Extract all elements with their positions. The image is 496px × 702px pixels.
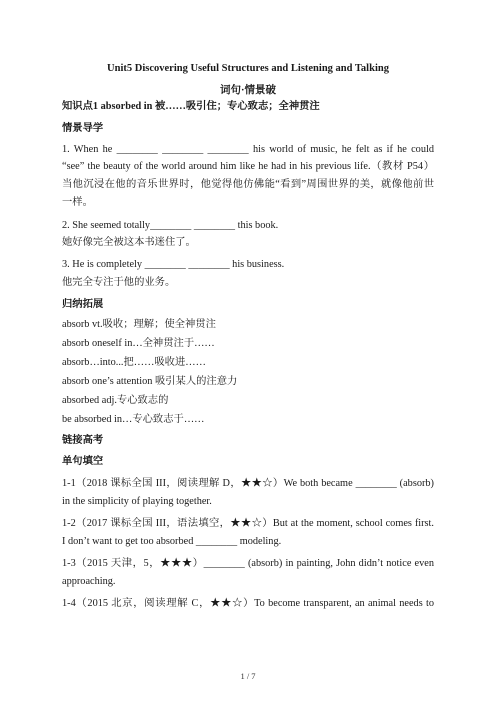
question-2-chinese: 她好像完全被这本书迷住了。	[62, 237, 196, 248]
exercise-1-2-line-1: 1-2（2017 课标全国 III，语法填空，★★☆）But at the moment, school comes first.	[62, 518, 434, 529]
summary-item: absorb oneself in…全神贯注于……	[62, 338, 215, 349]
exercise-1-3-line-1: 1-3（2015 天津，5，★★★）________ (absorb) in painting, John didn’t notice even	[62, 558, 434, 569]
summary-item: absorb…into...把……吸收进……	[62, 357, 206, 368]
summary-item: absorb vt.吸收；理解；使全神贯注	[62, 319, 216, 330]
summary-heading: 归纳拓展	[62, 299, 104, 310]
question-1-line-2: “see” the beauty of the world around him like he had in his previous life.（教材 P54）	[62, 161, 434, 172]
exercise-1-4-line-1: 1-4（2015 北京，阅读理解 C，★★☆）To become transparent, an animal needs to	[62, 598, 434, 609]
exercise-1-1-line-1: 1-1（2018 课标全国 III，阅读理解 D，★★☆）We both became ________ (absorb)	[62, 478, 434, 489]
document-subtitle: 词句·情景破	[219, 85, 276, 96]
question-1-chinese-line-2: 一样。	[62, 197, 93, 208]
question-3: 3. He is completely ________ ________ his business.	[62, 259, 285, 270]
knowledge-point-heading: 知识点1 absorbed in 被……吸引住；专心致志；全神贯注	[62, 101, 320, 112]
document-title: Unit5 Discovering Useful Structures and Listening and Talking	[107, 63, 389, 74]
situation-heading: 情景导学	[62, 123, 104, 134]
summary-item: absorb one’s attention 吸引某人的注意力	[62, 376, 238, 387]
page-number: 1 / 7	[240, 671, 256, 681]
summary-item: be absorbed in…专心致志于……	[62, 414, 205, 425]
question-1-chinese-line-1: 当他沉浸在他的音乐世界时，他觉得他仿佛能“看到”周围世界的美，就像他前世	[62, 179, 434, 190]
exercise-1-1-line-2: in the simplicity of playing together.	[62, 496, 212, 507]
question-2: 2. She seemed totally________ ________ this book.	[62, 220, 279, 231]
exercise-1-2-line-2: I don’t want to get too absorbed ________ modeling.	[62, 536, 282, 547]
summary-item: absorbed adj.专心致志的	[62, 395, 169, 406]
question-1-line-1: 1. When he ________ ________ ________ his world of music, he felt as if he could	[62, 144, 434, 155]
fill-in-heading: 单句填空	[62, 456, 104, 467]
question-3-chinese: 他完全专注于他的业务。	[62, 277, 176, 288]
exercise-1-3-line-2: approaching.	[62, 576, 116, 587]
link-exam-heading: 链接高考	[62, 435, 104, 446]
